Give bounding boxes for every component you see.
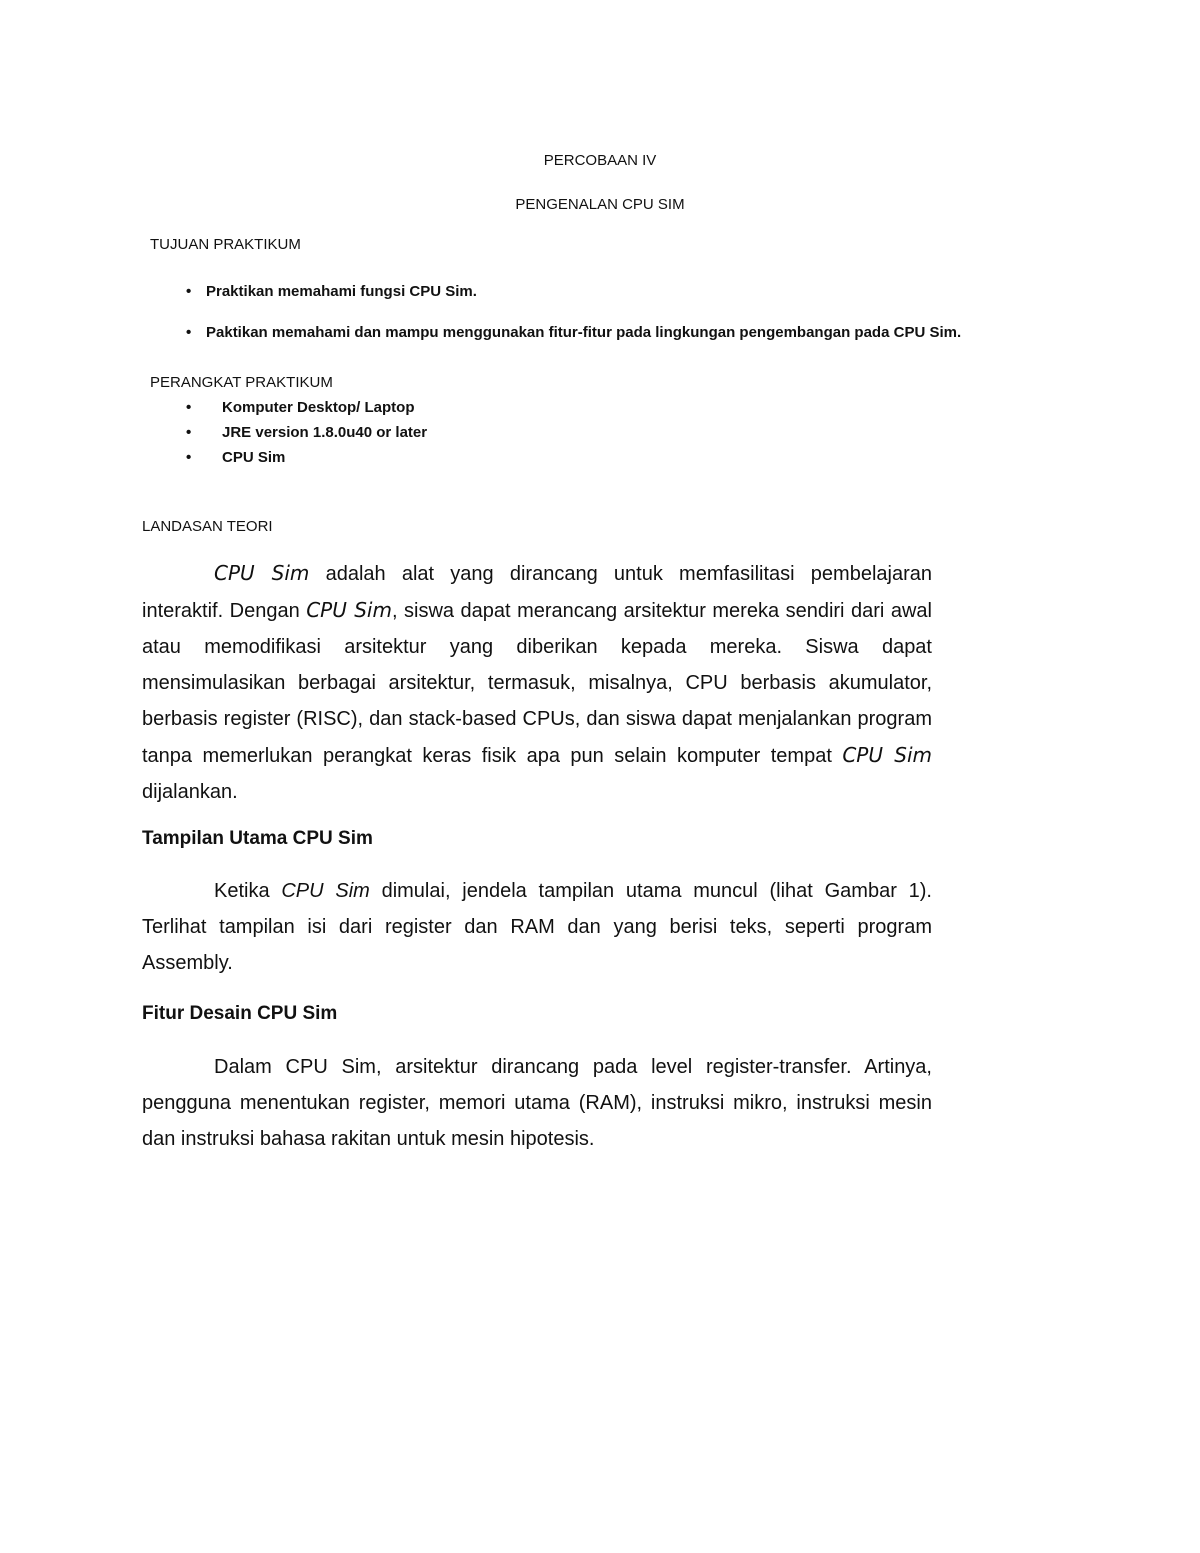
- list-item-text: JRE version 1.8.0u40 or later: [222, 424, 428, 441]
- paragraph-text: dijalankan.: [142, 781, 238, 803]
- bullet-icon: •: [186, 399, 192, 416]
- tujuan-list: [186, 283, 961, 341]
- paragraph-text: dimulai, jendela tampilan utama muncul (lihat Gambar 1). Terlihat tampilan isi dari register dan RAM dan yang berisi teks, seperti program Assembly.: [142, 880, 932, 974]
- bullet-icon: •: [186, 324, 192, 341]
- list-item: [186, 283, 961, 300]
- doc-title: PERCOBAAN IV: [543, 152, 657, 169]
- paragraph-text: , siswa dapat merancang arsitektur mereka sendiri dari awal atau memodifikasi arsitektur yang diberikan kepada mereka. Siswa dapat mensimulasikan berbagai arsitektur, termasuk, misalnya, CPU berbasis akumulator, berbasis register (RISC), dan stack-based CPUs, dan siswa dapat menjalankan program tanpa memerlukan perangkat keras fisik apa pun selain komputer tempat: [142, 600, 932, 767]
- cpu-sim-term: CPU Sim: [281, 880, 370, 902]
- list-item-text: Komputer Desktop/ Laptop: [222, 399, 415, 416]
- doc-subtitle: PENGENALAN CPU SIM: [515, 196, 685, 213]
- perangkat-heading: PERANGKAT PRAKTIKUM: [150, 374, 333, 391]
- bullet-icon: •: [186, 283, 192, 300]
- list-item-text: CPU Sim: [222, 449, 286, 466]
- list-item-text: Paktikan memahami dan mampu menggunakan fitur-fitur pada lingkungan pengembangan pada CPU Sim.: [206, 324, 962, 341]
- fitur-paragraph: [142, 1049, 932, 1157]
- list-item: [186, 399, 427, 424]
- landasan-paragraph: [142, 555, 932, 810]
- list-item: [186, 324, 961, 341]
- tampilan-heading: Tampilan Utama CPU Sim: [142, 828, 373, 849]
- cpu-sim-term: CPU Sim: [306, 598, 392, 622]
- landasan-heading: LANDASAN TEORI: [142, 518, 273, 535]
- list-item: [186, 449, 427, 474]
- fitur-heading: Fitur Desain CPU Sim: [142, 1003, 338, 1024]
- cpu-sim-term: CPU Sim: [214, 561, 310, 585]
- list-item-text: Praktikan memahami fungsi CPU Sim.: [206, 283, 477, 300]
- paragraph-text: Ketika: [214, 880, 282, 902]
- cpu-sim-term: CPU Sim: [842, 743, 932, 767]
- tujuan-heading: TUJUAN PRAKTIKUM: [150, 236, 301, 253]
- list-item: [186, 424, 427, 449]
- paragraph-text: Dalam CPU Sim, arsitektur dirancang pada level register-transfer. Artinya, pengguna menentukan register, memori utama (RAM), instruksi mikro, instruksi mesin dan instruksi bahasa rakitan untuk mesin hipotesis.: [142, 1056, 932, 1150]
- perangkat-list: [186, 399, 427, 474]
- bullet-icon: •: [186, 449, 192, 466]
- tampilan-paragraph: [142, 873, 932, 981]
- paragraph-text: adalah alat yang dirancang untuk memfasilitasi pembelajaran interaktif. Dengan: [142, 563, 932, 622]
- bullet-icon: •: [186, 424, 192, 441]
